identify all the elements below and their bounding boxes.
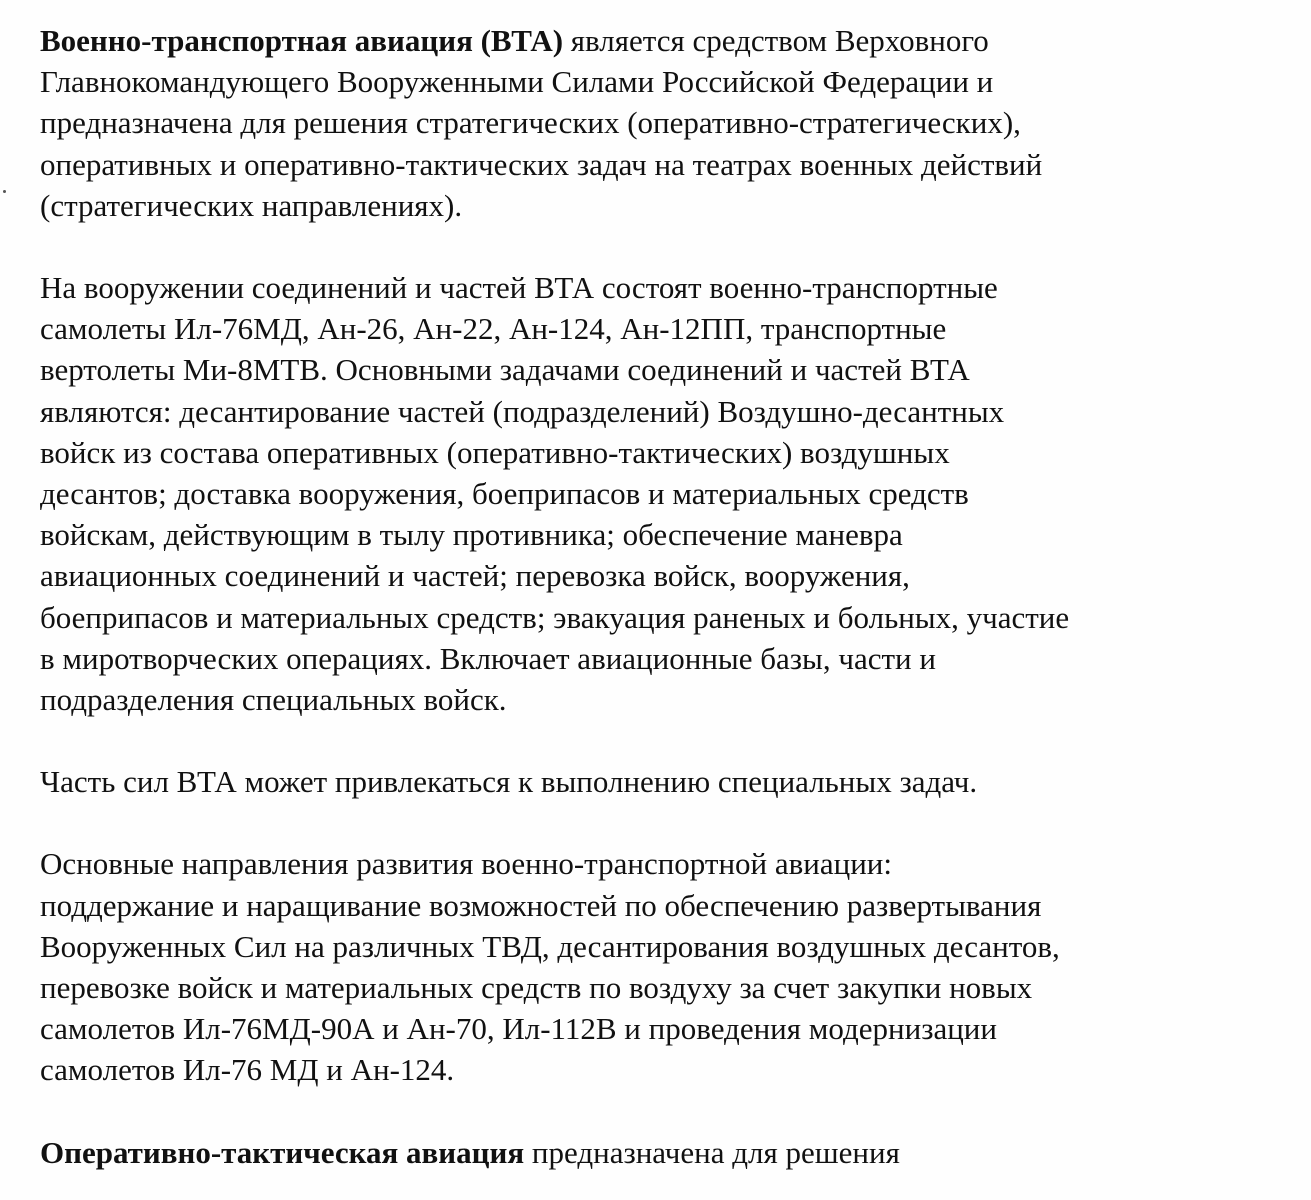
term-vta: Военно-транспортная авиация (ВТА): [40, 23, 564, 58]
text-line: войск из состава оперативных (оперативно-тактических) воздушных: [40, 434, 950, 470]
text-line: самолеты Ил-76МД, Ан-26, Ан-22, Ан-124, Ан-12ПП, транспортные: [40, 311, 947, 347]
text-line: предназначена для решения стратегических (оперативно-стратегических),: [40, 105, 1021, 141]
text-line: поддержание и наращивание возможностей по обеспечению развертывания: [40, 887, 1042, 923]
text-line: Основные направления развития военно-транспортной авиации:: [40, 846, 893, 882]
text-line: оперативных и оперативно-тактических задач на театрах военных действий: [40, 146, 1043, 182]
paragraph-vta-special-tasks: [40, 761, 1290, 802]
text-line: Военно-транспортная авиация (ВТА) является средством Верховного: [40, 23, 989, 58]
text-line: войскам, действующим в тылу противника; обеспечение маневра: [40, 517, 903, 553]
text-line: десантов; доставка вооружения, боеприпасов и материальных средств: [40, 476, 969, 512]
text-line: Вооруженных Сил на различных ТВД, десантирования воздушных десантов,: [40, 928, 1060, 964]
text-line: Оперативно-тактическая авиация предназначена для решения: [40, 1134, 900, 1170]
text-line: (стратегических направлениях).: [40, 187, 463, 223]
term-ota: Оперативно-тактическая авиация: [40, 1134, 525, 1170]
text-line: авиационных соединений и частей; перевозка войск, вооружения,: [40, 558, 910, 594]
text-line: в миротворческих операциях. Включает авиационные базы, части и: [40, 640, 936, 676]
scan-speck: [3, 190, 6, 193]
paragraph-vta-definition: [40, 20, 1290, 226]
paragraph-vta-equipment-tasks: [40, 267, 1290, 720]
text-line: перевозке войск и материальных средств по воздуху за счет закупки новых: [40, 970, 1033, 1006]
text-line: На вооружении соединений и частей ВТА состоят военно-транспортные: [40, 270, 998, 306]
paragraph-ota-definition: [40, 1132, 1290, 1173]
text-line: подразделения специальных войск.: [40, 682, 507, 718]
text-line: Часть сил ВТА может привлекаться к выполнению специальных задач.: [40, 764, 978, 800]
text-line: Главнокомандующего Вооруженными Силами Российской Федерации и: [40, 64, 994, 100]
text-line: являются: десантирование частей (подразделений) Воздушно-десантных: [40, 393, 1005, 429]
text-line: самолетов Ил-76МД-90А и Ан-70, Ил-112В и проведения модернизации: [40, 1011, 997, 1047]
paragraph-vta-development: [40, 843, 1290, 1090]
text-line: вертолеты Ми-8МТВ. Основными задачами соединений и частей ВТА: [40, 352, 970, 388]
text-line: боеприпасов и материальных средств; эвакуация раненых и больных, участие: [40, 599, 1070, 635]
text-line: самолетов Ил-76 МД и Ан-124.: [40, 1052, 455, 1088]
